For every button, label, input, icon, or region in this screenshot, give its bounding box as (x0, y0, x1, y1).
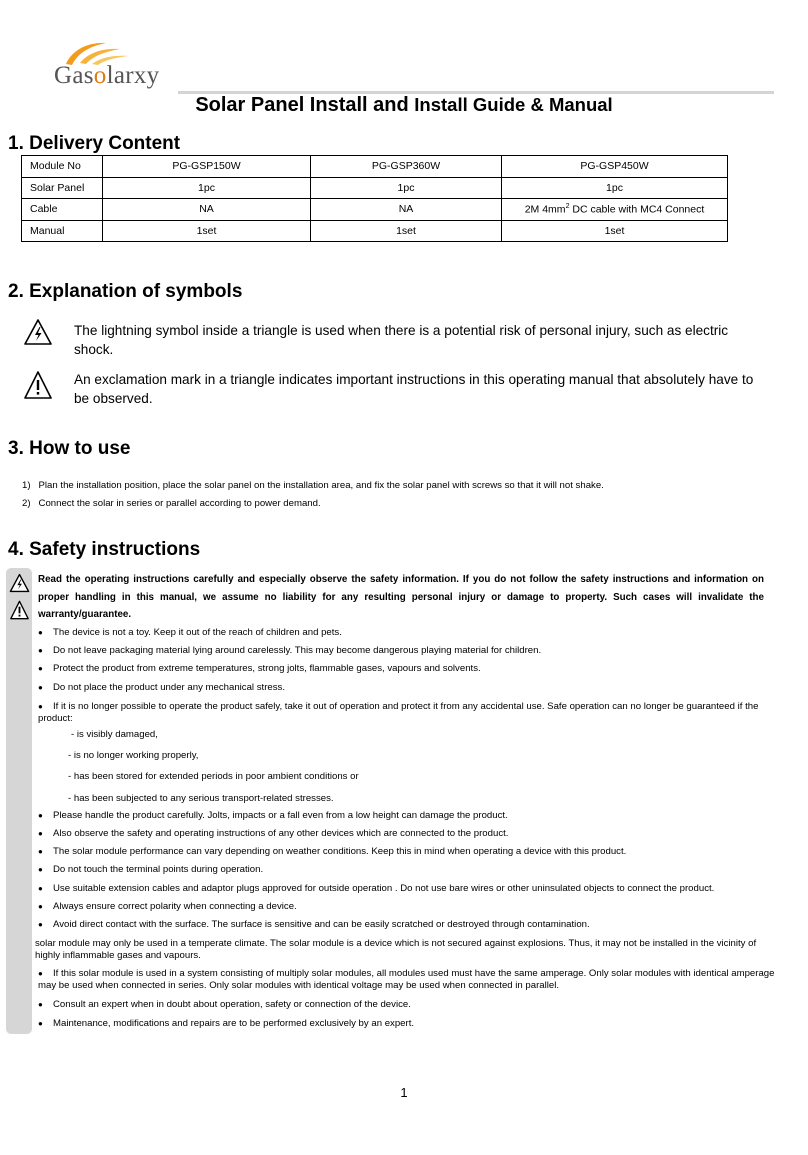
list-item: - is no longer working properly, (68, 750, 199, 761)
section-heading-delivery: 1. Delivery Content (8, 133, 181, 154)
list-item: - has been subjected to any serious transport-related stresses. (68, 793, 334, 804)
brand-name: Gasolarxy (54, 62, 160, 89)
table-cell: 1set (502, 220, 728, 242)
list-item: ● Do not place the product under any mechanical stress. (38, 682, 285, 693)
document-title: Solar Panel Install and Install Guide & Manual (195, 94, 613, 116)
list-item: ● If it is no longer possible to operate the product safely, take it out of operation and protect it from any accidental use. Safe operation can no longer be guaranteed if the product: (38, 701, 759, 724)
table-header-cell: PG-GSP360W (311, 156, 502, 178)
list-item: ● Protect the product from extreme temperatures, strong jolts, flammable gases, vapours and solvents. (38, 663, 481, 674)
section-heading-howto: 3. How to use (8, 438, 131, 459)
table-cell: 1set (103, 220, 311, 242)
table-cell: 1pc (502, 177, 728, 199)
table-cell: Cable (22, 199, 103, 221)
symbol-description-exclamation: An exclamation mark in a triangle indicates important instructions in this operating manual that absolutely have to be observed. (74, 372, 754, 406)
list-item: ● Maintenance, modifications and repairs are to be performed exclusively by an expert. (38, 1018, 415, 1029)
exclamation-warning-icon (9, 600, 30, 620)
table-cell: NA (103, 199, 311, 221)
safety-intro: Read the operating instructions carefully and especially observe the safety information. If you do not follow the safety instructions and information on proper handling in this manual, we assume no liability for any resulting personal injury or damage to property. Such cases will invalidate the warranty/guarantee. (38, 574, 764, 620)
list-item: ● Always ensure correct polarity when connecting a device. (38, 901, 297, 912)
safety-sidebar (6, 568, 32, 1034)
list-item: ● Please handle the product carefully. Jolts, impacts or a fall even from a low height can damage the product. (38, 810, 508, 821)
exclamation-warning-icon (23, 370, 53, 400)
list-item: ● Do not touch the terminal points during operation. (38, 864, 264, 875)
page-number: 1 (400, 1085, 408, 1100)
table-cell: NA (311, 199, 502, 221)
list-item: ● Do not leave packaging material lying around carelessly. This may become dangerous playing material for children. (38, 645, 542, 656)
list-item: ● If this solar module is used in a system consisting of multiply solar modules, all modules used must have the same amperage. Only solar modules with identical amperage may be used when connected in series. Only solar modules with identical voltage may be used when connected in parallel. (38, 968, 775, 991)
table-header-cell: Module No (22, 156, 103, 178)
table-cell: Manual (22, 220, 103, 242)
list-item: 1) Plan the installation position, place the solar panel on the installation area, and fix the solar panel with screws so that it will not shake. (22, 480, 604, 491)
climate-note: solar module may only be used in a temperate climate. The solar module is a device which is not secured against explosions. Thus, it may not be installed in the vicinity of highly inflammable gases and vapours. (35, 938, 757, 961)
list-item: - is visibly damaged, (71, 729, 158, 740)
list-item: ● Avoid direct contact with the surface. The surface is sensitive and can be easily scratched or destroyed through contamination. (38, 919, 590, 930)
list-item: ● The device is not a toy. Keep it out of the reach of children and pets. (38, 627, 342, 638)
table-cell-cable: 2M $4mm^2$ DC cable with MC4 Connect (502, 199, 728, 221)
symbol-description-lightning: The lightning symbol inside a triangle is used when there is a potential risk of personal injury, such as electric shock. (74, 323, 729, 357)
table-cell: 1set (311, 220, 502, 242)
table-cell: 1pc (103, 177, 311, 199)
table-cell: 1pc (311, 177, 502, 199)
list-item: ● The solar module performance can vary depending on weather conditions. Keep this in mind when operating a device with this product. (38, 846, 627, 857)
section-heading-safety: 4. Safety instructions (8, 539, 201, 560)
table-header-cell: PG-GSP150W (103, 156, 311, 178)
list-item: - has been stored for extended periods in poor ambient conditions or (68, 771, 359, 782)
table-header-cell: PG-GSP450W (502, 156, 728, 178)
lightning-warning-icon (9, 573, 30, 593)
delivery-table (21, 155, 728, 242)
table-row (22, 199, 728, 221)
lightning-warning-icon (23, 318, 53, 346)
brand-logo (48, 40, 178, 92)
list-item: ● Use suitable extension cables and adaptor plugs approved for outside operation . Do not use bare wires or other uninsulated objects to connect the product. (38, 883, 715, 894)
table-row (22, 156, 728, 178)
table-row (22, 177, 728, 199)
list-item: ● Consult an expert when in doubt about operation, safety or connection of the device. (38, 999, 411, 1010)
section-heading-symbols: 2. Explanation of symbols (8, 281, 243, 302)
list-item: ● Also observe the safety and operating instructions of any other devices which are connected to the product. (38, 828, 509, 839)
table-cell: Solar Panel (22, 177, 103, 199)
list-item: 2) Connect the solar in series or parallel according to power demand. (22, 498, 321, 509)
table-row (22, 220, 728, 242)
